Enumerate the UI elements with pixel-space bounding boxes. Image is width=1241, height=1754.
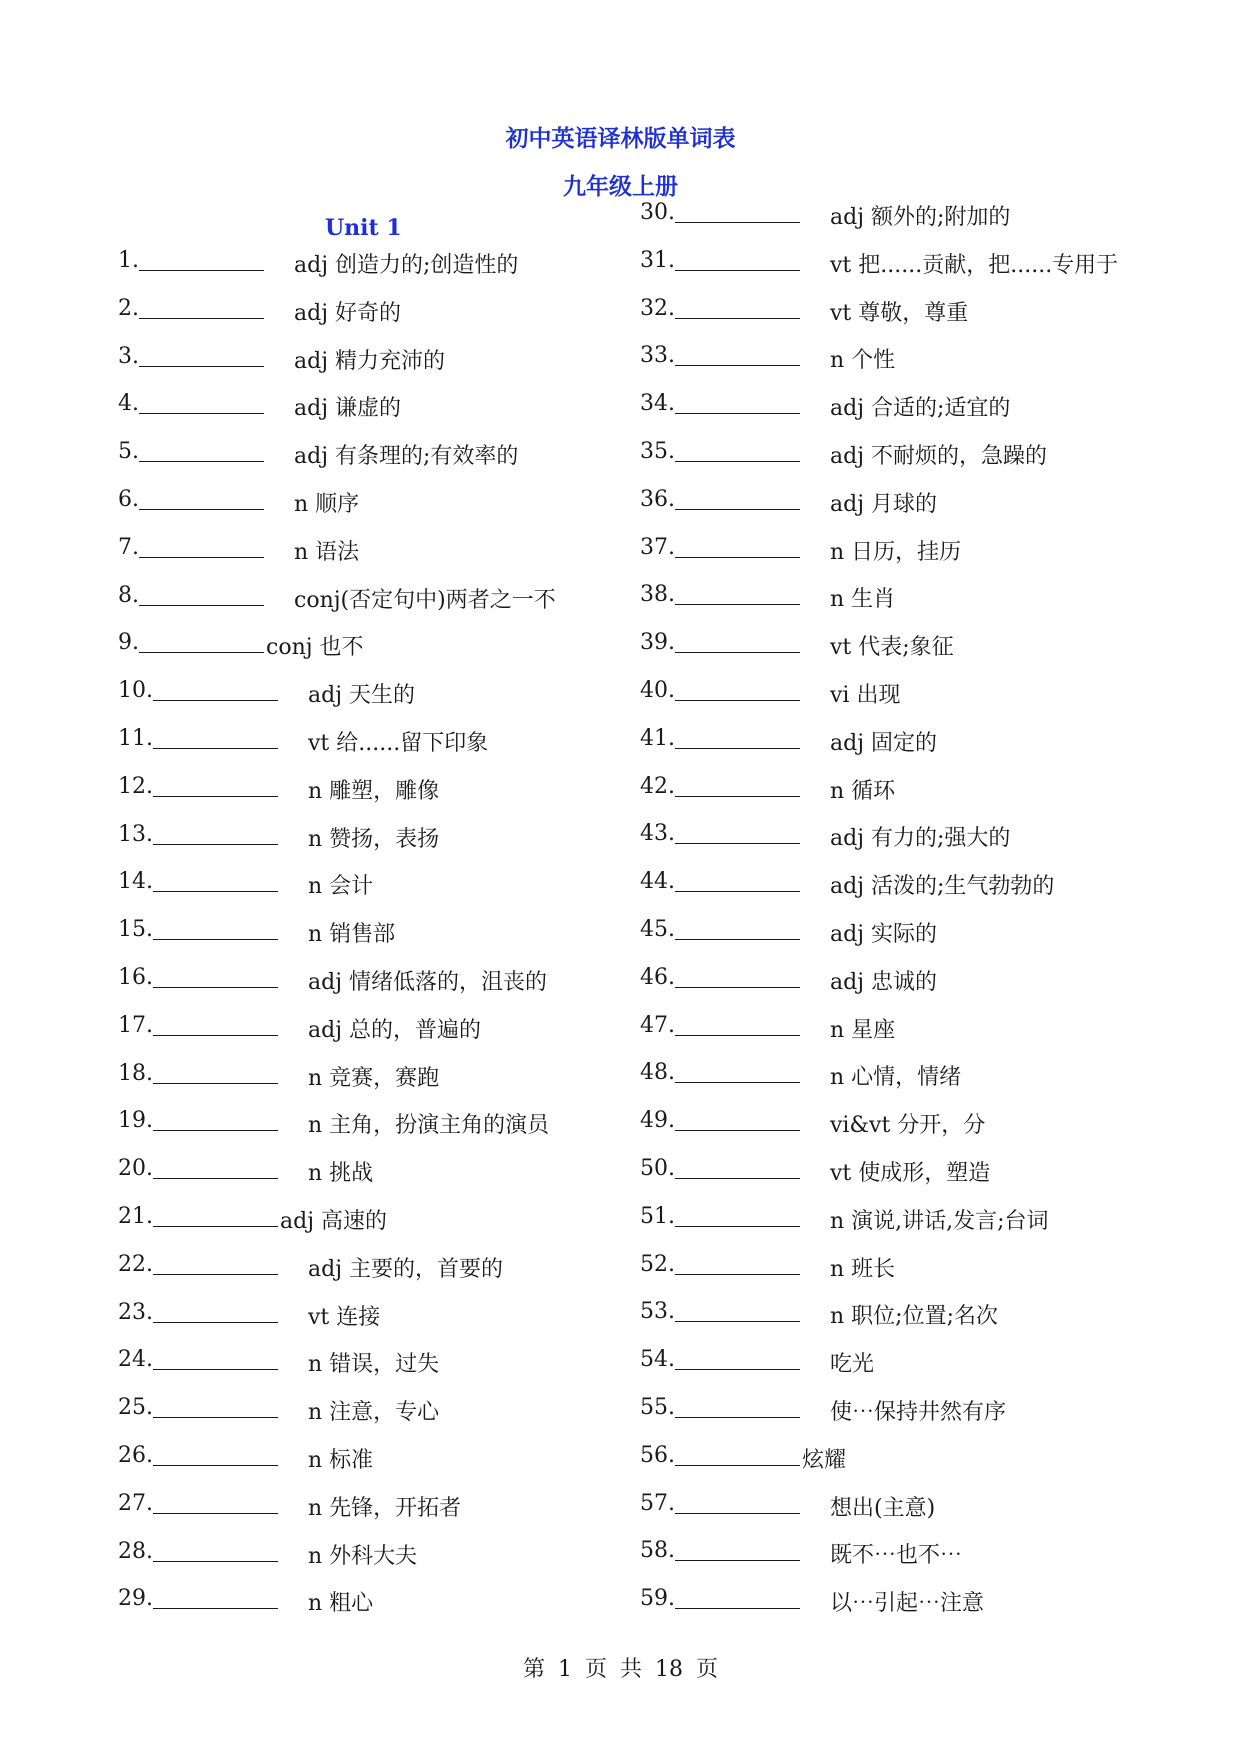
vocab-entry	[640, 774, 1118, 822]
vocab-entry	[118, 535, 556, 583]
vocab-entry	[640, 1013, 1118, 1061]
answer-blank	[153, 1443, 278, 1466]
entry-number: 1.	[118, 248, 139, 273]
vocab-entry	[118, 1491, 556, 1539]
vocab-entry	[640, 1204, 1118, 1252]
entry-number: 19.	[118, 1108, 153, 1134]
answer-blank	[675, 1252, 800, 1275]
entry-definition: n 粗心	[308, 1591, 374, 1617]
entry-definition: 以⋯引起⋯注意	[830, 1591, 985, 1617]
answer-blank	[153, 1491, 278, 1514]
entry-number: 32.	[640, 295, 675, 321]
vocab-entry	[118, 1586, 556, 1634]
entry-definition: adj 合适的;适宜的	[830, 396, 1011, 422]
entry-definition: 炫耀	[802, 1447, 847, 1473]
vocab-entry	[118, 869, 556, 917]
vocab-entry	[118, 917, 556, 965]
vocab-entry	[118, 1061, 556, 1109]
answer-blank	[675, 917, 800, 940]
entry-definition: 使⋯保持井然有序	[830, 1399, 1007, 1425]
vocab-entry	[640, 1060, 1118, 1108]
answer-blank	[675, 487, 800, 510]
answer-blank	[139, 296, 264, 319]
entry-definition: conj 也不	[266, 635, 364, 661]
answer-blank	[675, 1060, 800, 1083]
vocab-entry	[118, 1395, 556, 1443]
vocab-entry	[118, 487, 556, 535]
vocab-entry	[118, 248, 556, 296]
vocab-entry	[640, 1538, 1118, 1586]
entry-definition: n 日历，挂历	[830, 539, 962, 565]
entry-number: 52.	[640, 1251, 675, 1277]
entry-definition: vt 代表;象征	[830, 635, 954, 661]
answer-blank	[675, 678, 800, 701]
entry-definition: adj 固定的	[830, 730, 938, 756]
vocab-entry	[640, 487, 1118, 535]
answer-blank	[675, 1013, 800, 1036]
entry-number: 25.	[118, 1395, 153, 1421]
vocab-entry	[640, 1395, 1118, 1443]
answer-blank	[675, 1347, 800, 1370]
vocab-entry	[640, 200, 1118, 248]
entry-definition: vi 出现	[830, 682, 901, 708]
entry-definition: adj 好奇的	[294, 300, 402, 326]
entry-number: 51.	[640, 1203, 675, 1229]
answer-blank	[153, 726, 278, 749]
answer-blank	[675, 535, 800, 558]
vocab-entry	[640, 582, 1118, 630]
entry-number: 6.	[118, 486, 139, 512]
vocab-entry	[640, 535, 1118, 583]
entry-number: 28.	[118, 1538, 153, 1564]
entry-definition: adj 额外的;附加的	[830, 205, 1011, 230]
answer-blank	[153, 822, 278, 845]
answer-blank	[153, 869, 278, 892]
entry-number: 2.	[118, 295, 139, 321]
entry-definition: vt 尊敬，尊重	[830, 300, 969, 326]
answer-blank	[675, 726, 800, 749]
answer-blank	[675, 1108, 800, 1131]
entry-definition: vi&vt 分开，分	[830, 1113, 986, 1139]
entry-number: 56.	[640, 1442, 675, 1468]
vocab-entry	[640, 869, 1118, 917]
vocab-entry	[640, 1586, 1118, 1634]
answer-blank	[675, 869, 800, 892]
entry-definition: n 注意，专心	[308, 1400, 440, 1426]
entry-definition: n 个性	[830, 348, 896, 374]
vocab-entry	[118, 1252, 556, 1300]
vocab-entry	[640, 1299, 1118, 1347]
entry-number: 43.	[640, 821, 675, 847]
entry-number: 49.	[640, 1108, 675, 1134]
answer-blank	[153, 917, 278, 940]
entry-definition: adj 有条理的;有效率的	[294, 444, 519, 470]
answer-blank	[675, 965, 800, 988]
vocab-entry	[118, 1443, 556, 1491]
entry-number: 48.	[640, 1060, 675, 1086]
vocab-entry	[118, 1539, 556, 1587]
entry-definition: n 竞赛，赛跑	[308, 1065, 440, 1091]
answer-blank	[675, 1299, 800, 1322]
entry-number: 35.	[640, 438, 675, 464]
vocab-entry	[640, 630, 1118, 678]
answer-blank	[675, 1204, 800, 1227]
entry-definition: adj 忠诚的	[830, 969, 938, 995]
vocab-entry	[640, 391, 1118, 439]
vocab-entry	[118, 1156, 556, 1204]
entry-definition: adj 主要的，首要的	[308, 1256, 504, 1282]
entry-definition: vt 把......贡献，把......专用于	[830, 252, 1119, 278]
answer-blank	[675, 630, 800, 653]
entry-number: 23.	[118, 1299, 153, 1325]
entry-number: 24.	[118, 1347, 153, 1373]
answer-blank	[153, 1395, 278, 1418]
entry-number: 9.	[118, 630, 139, 656]
entry-number: 16.	[118, 964, 153, 990]
answer-blank	[675, 343, 800, 366]
answer-blank	[153, 1347, 278, 1370]
entry-definition: n 语法	[294, 539, 360, 565]
vocab-entry	[640, 917, 1118, 965]
right-vocabulary-column	[640, 200, 1118, 1634]
answer-blank	[675, 582, 800, 605]
vocab-entry	[640, 821, 1118, 869]
entry-definition: n 演说,讲话,发言;台词	[830, 1208, 1049, 1234]
entry-number: 47.	[640, 1012, 675, 1038]
entry-definition: adj 情绪低落的，沮丧的	[308, 969, 548, 995]
entry-definition: adj 总的，普遍的	[308, 1017, 482, 1043]
vocab-entry	[640, 343, 1118, 391]
entry-number: 59.	[640, 1586, 675, 1612]
vocab-entry	[118, 344, 556, 392]
answer-blank	[675, 296, 800, 319]
vocab-entry	[640, 1252, 1118, 1300]
answer-blank	[153, 1204, 278, 1227]
answer-blank	[675, 248, 800, 271]
entry-number: 38.	[640, 582, 675, 608]
entry-number: 50.	[640, 1155, 675, 1181]
entry-number: 54.	[640, 1347, 675, 1373]
vocab-entry	[640, 965, 1118, 1013]
entry-definition: 想出(主意)	[830, 1495, 936, 1521]
answer-blank	[139, 391, 264, 414]
answer-blank	[153, 1300, 278, 1323]
entry-definition: n 主角，扮演主角的演员	[308, 1113, 550, 1139]
answer-blank	[153, 1108, 278, 1131]
answer-blank	[139, 439, 264, 462]
answer-blank	[675, 1443, 800, 1466]
answer-blank	[153, 1061, 278, 1084]
vocab-entry	[640, 248, 1118, 296]
entry-number: 30.	[640, 200, 675, 225]
entry-definition: n 心情，情绪	[830, 1065, 962, 1091]
vocab-entry	[118, 1108, 556, 1156]
vocab-entry	[640, 1108, 1118, 1156]
vocab-entry	[118, 726, 556, 774]
entry-definition: n 销售部	[308, 922, 396, 948]
entry-number: 39.	[640, 630, 675, 656]
entry-definition: adj 活泼的;生气勃勃的	[830, 874, 1055, 900]
entry-definition: 吃光	[830, 1352, 875, 1378]
vocab-entry	[118, 391, 556, 439]
entry-number: 26.	[118, 1442, 153, 1468]
answer-blank	[675, 774, 800, 797]
entry-number: 14.	[118, 869, 153, 895]
entry-definition: n 会计	[308, 874, 374, 900]
vocab-entry	[640, 1347, 1118, 1395]
answer-blank	[153, 1539, 278, 1562]
answer-blank	[153, 965, 278, 988]
entry-number: 21.	[118, 1203, 153, 1229]
entry-definition: conj(否定句中)两者之一不	[294, 587, 556, 613]
vocab-entry	[640, 1443, 1118, 1491]
entry-definition: n 挑战	[308, 1161, 374, 1187]
page-footer: 第 1 页 共 18 页	[523, 1657, 718, 1682]
entry-definition: n 职位;位置;名次	[830, 1304, 998, 1330]
answer-blank	[153, 1156, 278, 1179]
entry-number: 29.	[118, 1586, 153, 1612]
entry-number: 42.	[640, 773, 675, 799]
entry-number: 18.	[118, 1060, 153, 1086]
entry-number: 44.	[640, 869, 675, 895]
document-title: 初中英语译林版单词表	[505, 125, 736, 152]
vocab-entry	[118, 822, 556, 870]
vocab-entry	[640, 678, 1118, 726]
answer-blank	[675, 1395, 800, 1418]
document-subtitle: 九年级上册	[563, 173, 678, 200]
entry-definition: n 星座	[830, 1017, 896, 1043]
answer-blank	[139, 344, 264, 367]
unit-heading: Unit 1	[325, 215, 402, 241]
entry-number: 41.	[640, 725, 675, 751]
entry-definition: vt 使成形，塑造	[830, 1160, 991, 1186]
answer-blank	[139, 535, 264, 558]
vocab-entry	[640, 296, 1118, 344]
answer-blank	[139, 630, 264, 653]
entry-number: 22.	[118, 1251, 153, 1277]
entry-definition: adj 高速的	[280, 1208, 388, 1234]
entry-number: 20.	[118, 1156, 153, 1182]
entry-number: 13.	[118, 821, 153, 847]
entry-number: 15.	[118, 917, 153, 943]
vocab-entry	[118, 1347, 556, 1395]
answer-blank	[675, 1586, 800, 1609]
answer-blank	[675, 1538, 800, 1561]
entry-number: 36.	[640, 486, 675, 512]
entry-number: 31.	[640, 247, 675, 273]
entry-number: 55.	[640, 1394, 675, 1420]
vocab-entry	[118, 1300, 556, 1348]
entry-definition: adj 创造力的;创造性的	[294, 253, 519, 278]
entry-number: 11.	[118, 725, 153, 751]
entry-definition: adj 不耐烦的，急躁的	[830, 443, 1048, 469]
answer-blank	[675, 821, 800, 844]
entry-definition: vt 给......留下印象	[308, 730, 489, 756]
vocab-entry	[118, 965, 556, 1013]
entry-definition: adj 精力充沛的	[294, 348, 446, 374]
entry-definition: n 顺序	[294, 491, 360, 517]
entry-definition: 既不⋯也不⋯	[830, 1543, 963, 1569]
entry-number: 7.	[118, 534, 139, 560]
entry-number: 53.	[640, 1299, 675, 1325]
answer-blank	[153, 1586, 278, 1609]
entry-definition: n 先锋，开拓者	[308, 1495, 462, 1521]
entry-definition: vt 连接	[308, 1304, 381, 1330]
entry-definition: n 标准	[308, 1447, 374, 1473]
answer-blank	[153, 1013, 278, 1036]
entry-number: 40.	[640, 677, 675, 703]
entry-number: 33.	[640, 343, 675, 369]
left-vocabulary-column	[118, 248, 556, 1634]
answer-blank	[139, 487, 264, 510]
entry-definition: n 循环	[830, 778, 896, 804]
entry-definition: adj 天生的	[308, 683, 416, 709]
entry-number: 27.	[118, 1490, 153, 1516]
answer-blank	[153, 1252, 278, 1275]
entry-definition: adj 月球的	[830, 491, 938, 517]
vocab-entry	[640, 1491, 1118, 1539]
entry-number: 5.	[118, 439, 139, 465]
vocab-entry	[640, 1156, 1118, 1204]
entry-definition: n 雕塑，雕像	[308, 778, 440, 804]
entry-number: 57.	[640, 1490, 675, 1516]
entry-definition: n 班长	[830, 1256, 896, 1282]
entry-number: 45.	[640, 916, 675, 942]
entry-number: 4.	[118, 391, 139, 417]
entry-definition: adj 有力的;强大的	[830, 826, 1011, 852]
entry-number: 12.	[118, 773, 153, 799]
vocab-entry	[118, 630, 556, 678]
answer-blank	[153, 678, 278, 701]
answer-blank	[153, 774, 278, 797]
entry-number: 10.	[118, 678, 153, 704]
answer-blank	[675, 200, 800, 223]
vocab-entry	[118, 439, 556, 487]
vocab-entry	[118, 678, 556, 726]
entry-definition: adj 实际的	[830, 921, 938, 947]
answer-blank	[139, 583, 264, 606]
entry-definition: n 外科大夫	[308, 1543, 418, 1569]
entry-number: 17.	[118, 1012, 153, 1038]
entry-definition: adj 谦虚的	[294, 396, 402, 422]
vocab-entry	[640, 726, 1118, 774]
answer-blank	[675, 1491, 800, 1514]
answer-blank	[675, 391, 800, 414]
vocab-entry	[640, 439, 1118, 487]
vocab-entry	[118, 1204, 556, 1252]
entry-number: 34.	[640, 391, 675, 417]
entry-number: 8.	[118, 582, 139, 608]
vocab-entry	[118, 296, 556, 344]
entry-definition: n 错误，过失	[308, 1352, 440, 1378]
entry-number: 46.	[640, 964, 675, 990]
answer-blank	[139, 248, 264, 271]
vocab-entry	[118, 1013, 556, 1061]
entry-number: 58.	[640, 1538, 675, 1564]
entry-definition: n 赞扬，表扬	[308, 826, 440, 852]
entry-number: 3.	[118, 343, 139, 369]
entry-definition: n 生肖	[830, 587, 896, 613]
answer-blank	[675, 1156, 800, 1179]
vocab-entry	[118, 583, 556, 631]
vocab-entry	[118, 774, 556, 822]
answer-blank	[675, 439, 800, 462]
entry-number: 37.	[640, 534, 675, 560]
